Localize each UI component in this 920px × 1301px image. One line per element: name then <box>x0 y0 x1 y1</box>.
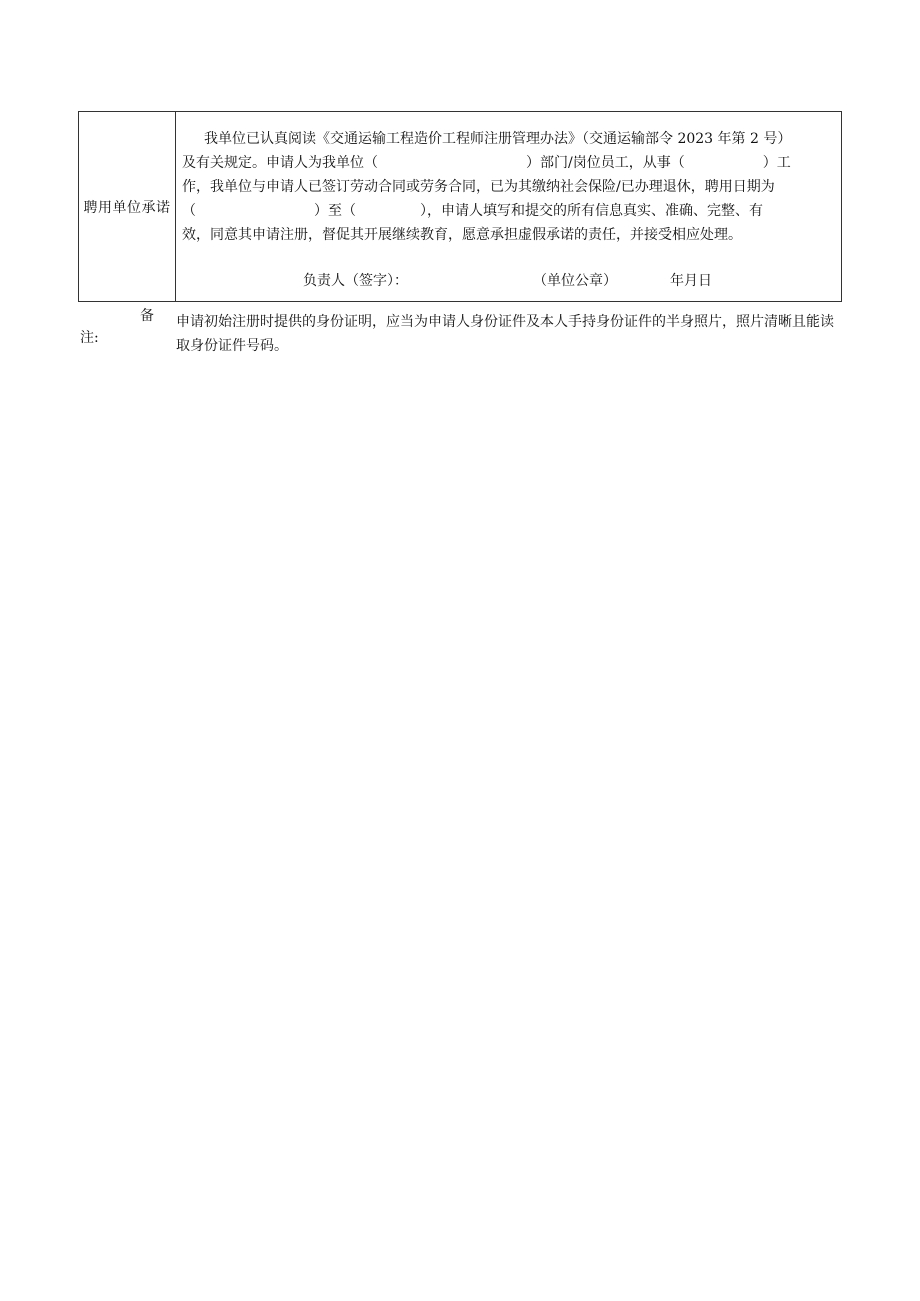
commitment-line-3: 作，我单位与申请人已签订劳动合同或劳务合同，已为其缴纳社会保险/已办理退休，聘用日期为 <box>182 179 775 195</box>
commitment-line-5: 效，同意其申请注册，督促其开展继续教育，愿意承担虚假承诺的责任，并接受相应处理。 <box>182 227 742 243</box>
signature-row <box>176 270 841 290</box>
line4-part-b: ）至（ <box>314 203 356 219</box>
notes-label-part2: 注: <box>80 330 99 346</box>
line4-part-c: ），申请人填写和提交的所有信息真实、准确、完整、有 <box>420 203 763 219</box>
notes-label-part1: 备 <box>140 308 154 324</box>
seal-label: （单位公章） <box>533 273 617 289</box>
commitment-label: 聘用单位承诺 <box>79 112 176 301</box>
line4-part-a: （ <box>182 203 196 219</box>
commitment-line-1: 我单位已认真阅读《交通运输工程造价工程师注册管理办法》（交通运输部令 2023 年第 2 号） <box>204 131 792 147</box>
commitment-content <box>176 112 841 301</box>
commitment-table <box>78 111 842 302</box>
line2-part-a: 及有关规定。申请人为我单位（ <box>182 155 378 171</box>
date-label: 年月日 <box>670 273 712 289</box>
notes-text: 申请初始注册时提供的身份证明，应当为申请人身份证件及本人手持身份证件的半身照片，照片清晰且能读取身份证件号码。 <box>176 314 834 354</box>
signature-label: 负责人（签字）： <box>303 273 408 289</box>
line2-part-c: ）工 <box>762 155 791 171</box>
commitment-line-4 <box>182 202 763 220</box>
line2-part-b: ）部门/岗位员工，从事（ <box>526 155 685 171</box>
commitment-line-2 <box>182 154 791 172</box>
